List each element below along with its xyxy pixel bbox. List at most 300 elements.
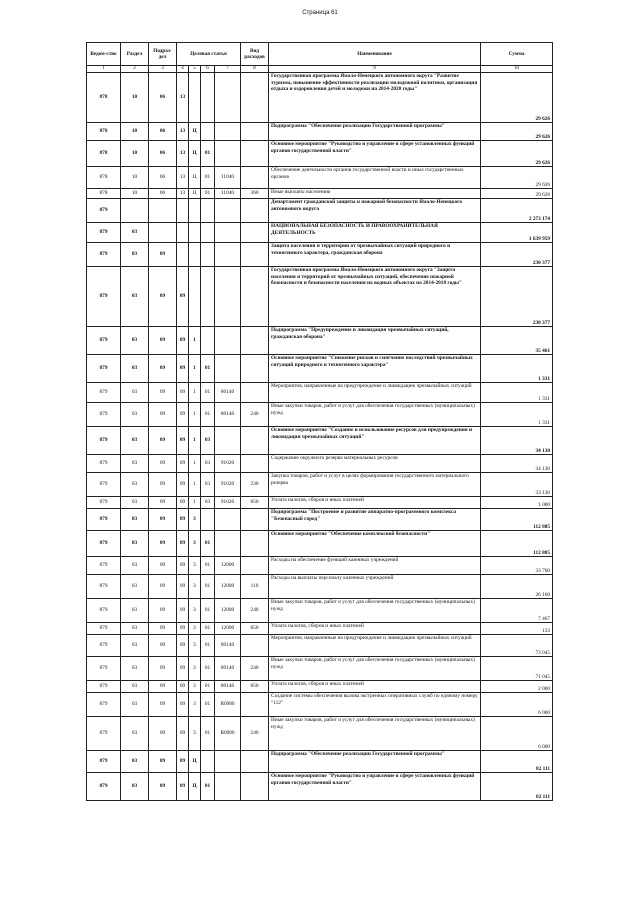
target-code-cell: 91020: [215, 497, 241, 509]
expense-type-cell: 110: [241, 575, 269, 599]
target-part-cell: 03: [201, 473, 215, 497]
target-part-cell: 3: [189, 623, 201, 635]
table-row: [87, 623, 553, 635]
ved-cell: 879: [87, 751, 121, 773]
podrazdel-cell: 09: [149, 657, 177, 681]
sum-cell: 29 626: [481, 73, 553, 123]
ved-cell: 879: [87, 693, 121, 717]
table-row: [87, 223, 553, 243]
target-part-cell: 09: [177, 327, 189, 355]
name-cell: Иные закупки товаров, работ и услуг для обеспечения государственных (муниципальных) нужд: [269, 657, 481, 681]
sum-cell: 33 760: [481, 557, 553, 575]
sum-cell: 71 045: [481, 657, 553, 681]
podrazdel-cell: [149, 223, 177, 243]
razdel-cell: 03: [121, 623, 149, 635]
podrazdel-cell: 09: [149, 557, 177, 575]
name-cell: Иные закупки товаров, работ и услуг для обеспечения государственных (муниципальных) нужд: [269, 403, 481, 427]
target-part-cell: [189, 223, 201, 243]
target-part-cell: 1: [189, 473, 201, 497]
target-part-cell: 09: [177, 531, 189, 557]
target-code-cell: 80140: [215, 635, 241, 657]
expense-type-cell: [241, 773, 269, 801]
target-code-cell: [215, 773, 241, 801]
target-part-cell: Ц: [189, 751, 201, 773]
target-part-cell: Ц: [189, 773, 201, 801]
table-row: [87, 681, 553, 693]
target-code-cell: 80140: [215, 657, 241, 681]
target-code-cell: [215, 751, 241, 773]
razdel-cell: 03: [121, 575, 149, 599]
column-number: 4: [177, 66, 189, 73]
razdel-cell: 03: [121, 531, 149, 557]
sum-cell: 82 111: [481, 751, 553, 773]
target-part-cell: Ц: [189, 167, 201, 189]
sum-cell: 35 461: [481, 327, 553, 355]
target-code-cell: [215, 267, 241, 327]
target-code-cell: 80140: [215, 383, 241, 403]
page-number-header: Страница 61: [302, 10, 338, 16]
sum-cell: 133: [481, 623, 553, 635]
expense-type-cell: [241, 635, 269, 657]
header-podrazdel: Подраз-дел: [149, 43, 177, 66]
table-row: [87, 383, 553, 403]
razdel-cell: 03: [121, 383, 149, 403]
sum-cell: 34 130: [481, 427, 553, 455]
target-part-cell: 3: [189, 681, 201, 693]
table-row: [87, 575, 553, 599]
target-part-cell: [201, 327, 215, 355]
table-row: [87, 717, 553, 751]
ved-cell: 879: [87, 455, 121, 473]
table-row: [87, 355, 553, 383]
target-part-cell: 01: [201, 773, 215, 801]
target-part-cell: [201, 73, 215, 123]
sum-cell: 82 111: [481, 773, 553, 801]
podrazdel-cell: 09: [149, 623, 177, 635]
sum-cell: 7 467: [481, 599, 553, 623]
target-part-cell: 03: [201, 455, 215, 473]
target-part-cell: 13: [177, 189, 189, 199]
name-cell: Уплата налогов, сборов и иных платежей: [269, 681, 481, 693]
ved-cell: 879: [87, 635, 121, 657]
expense-type-cell: [241, 73, 269, 123]
target-part-cell: 09: [177, 473, 189, 497]
expense-type-cell: [241, 123, 269, 141]
column-number: 2: [121, 66, 149, 73]
target-code-cell: [215, 427, 241, 455]
target-part-cell: [177, 223, 189, 243]
column-number: 8: [241, 66, 269, 73]
podrazdel-cell: 06: [149, 73, 177, 123]
target-part-cell: 09: [177, 773, 189, 801]
sum-cell: 1 639 959: [481, 223, 553, 243]
table-row: [87, 427, 553, 455]
target-code-cell: [215, 141, 241, 167]
target-part-cell: 01: [201, 681, 215, 693]
target-part-cell: 3: [189, 599, 201, 623]
name-cell: Основное мероприятие "Создание и использование ресурсов для предупреждения и ликвидации чрезвычайных ситуаций": [269, 427, 481, 455]
name-cell: Расходы на обеспечение функций казенных учреждений: [269, 557, 481, 575]
ved-cell: 878: [87, 141, 121, 167]
podrazdel-cell: 09: [149, 635, 177, 657]
expense-type-cell: 240: [241, 403, 269, 427]
sum-cell: 26 160: [481, 575, 553, 599]
razdel-cell: 03: [121, 717, 149, 751]
target-part-cell: [201, 243, 215, 267]
target-part-cell: 01: [201, 403, 215, 427]
target-code-cell: 11040: [215, 167, 241, 189]
target-part-cell: [189, 199, 201, 223]
sum-cell: 6 000: [481, 693, 553, 717]
target-part-cell: 01: [201, 693, 215, 717]
column-number-row: [87, 66, 553, 73]
podrazdel-cell: 06: [149, 123, 177, 141]
ved-cell: 879: [87, 531, 121, 557]
ved-cell: 879: [87, 473, 121, 497]
target-part-cell: 09: [177, 657, 189, 681]
sum-cell: 112 805: [481, 531, 553, 557]
table-header-row: [87, 43, 553, 66]
table-row: [87, 509, 553, 531]
podrazdel-cell: 06: [149, 167, 177, 189]
sum-cell: 34 130: [481, 455, 553, 473]
expense-type-cell: [241, 383, 269, 403]
table-row: [87, 189, 553, 199]
target-part-cell: 09: [177, 383, 189, 403]
target-part-cell: 3: [189, 509, 201, 531]
sum-cell: 1 331: [481, 355, 553, 383]
sum-cell: 1 000: [481, 497, 553, 509]
target-part-cell: [201, 509, 215, 531]
name-cell: Уплата налогов, сборов и иных платежей: [269, 623, 481, 635]
target-part-cell: 1: [189, 455, 201, 473]
podrazdel-cell: 06: [149, 141, 177, 167]
ved-cell: 878: [87, 167, 121, 189]
name-cell: Подпрограмма "Обеспечение реализации Государственной программы": [269, 123, 481, 141]
razdel-cell: 03: [121, 751, 149, 773]
razdel-cell: 03: [121, 657, 149, 681]
expense-type-cell: [241, 531, 269, 557]
target-part-cell: 01: [201, 657, 215, 681]
ved-cell: 879: [87, 509, 121, 531]
target-part-cell: 03: [201, 497, 215, 509]
target-code-cell: [215, 327, 241, 355]
name-cell: Подпрограмма "Предупреждение и ликвидация чрезвычайных ситуаций, гражданская оборона": [269, 327, 481, 355]
target-part-cell: 01: [201, 141, 215, 167]
podrazdel-cell: 09: [149, 531, 177, 557]
razdel-cell: 03: [121, 355, 149, 383]
target-part-cell: 13: [177, 73, 189, 123]
table-row: [87, 751, 553, 773]
target-code-cell: 12000: [215, 599, 241, 623]
ved-cell: 879: [87, 575, 121, 599]
razdel-cell: 03: [121, 509, 149, 531]
target-part-cell: 3: [189, 693, 201, 717]
target-part-cell: 3: [189, 635, 201, 657]
header-ved: Ведом-ство: [87, 43, 121, 66]
target-part-cell: 1: [189, 497, 201, 509]
target-code-cell: [215, 531, 241, 557]
table-row: [87, 73, 553, 123]
podrazdel-cell: 09: [149, 473, 177, 497]
target-code-cell: [215, 199, 241, 223]
name-cell: Обеспечение деятельности органов государственной власти и иных государственных органов: [269, 167, 481, 189]
podrazdel-cell: 09: [149, 717, 177, 751]
target-code-cell: 12000: [215, 623, 241, 635]
podrazdel-cell: 09: [149, 575, 177, 599]
podrazdel-cell: 06: [149, 189, 177, 199]
expense-type-cell: [241, 167, 269, 189]
column-number: 10: [481, 66, 553, 73]
target-part-cell: [189, 267, 201, 327]
target-part-cell: [177, 199, 189, 223]
name-cell: Расходы на выплаты персоналу казенных учреждений: [269, 575, 481, 599]
name-cell: Основное мероприятие "Обеспечение комплексной безопасности": [269, 531, 481, 557]
expense-type-cell: 240: [241, 717, 269, 751]
target-part-cell: 09: [177, 355, 189, 383]
target-part-cell: 09: [177, 575, 189, 599]
budget-table: [86, 42, 553, 801]
table-row: [87, 243, 553, 267]
target-part-cell: [177, 243, 189, 267]
sum-cell: 33 130: [481, 473, 553, 497]
target-part-cell: [201, 223, 215, 243]
target-part-cell: 01: [201, 599, 215, 623]
table-row: [87, 141, 553, 167]
target-code-cell: 91020: [215, 473, 241, 497]
target-part-cell: 09: [177, 267, 189, 327]
expense-type-cell: [241, 199, 269, 223]
target-code-cell: [215, 243, 241, 267]
podrazdel-cell: 09: [149, 455, 177, 473]
table-row: [87, 167, 553, 189]
name-cell: Иные выплаты населению: [269, 189, 481, 199]
table-row: [87, 497, 553, 509]
ved-cell: 879: [87, 327, 121, 355]
podrazdel-cell: 09: [149, 773, 177, 801]
podrazdel-cell: 09: [149, 327, 177, 355]
podrazdel-cell: [149, 199, 177, 223]
ved-cell: 878: [87, 123, 121, 141]
podrazdel-cell: 09: [149, 355, 177, 383]
podrazdel-cell: 09: [149, 243, 177, 267]
razdel-cell: 03: [121, 497, 149, 509]
ved-cell: 879: [87, 403, 121, 427]
podrazdel-cell: 09: [149, 427, 177, 455]
sum-cell: 230 377: [481, 243, 553, 267]
target-code-cell: R0980: [215, 717, 241, 751]
target-part-cell: 3: [189, 657, 201, 681]
target-part-cell: 1: [189, 327, 201, 355]
target-part-cell: [201, 751, 215, 773]
column-number: 1: [87, 66, 121, 73]
sum-cell: 6 000: [481, 717, 553, 751]
ved-cell: 879: [87, 383, 121, 403]
expense-type-cell: [241, 751, 269, 773]
ved-cell: 879: [87, 773, 121, 801]
razdel-cell: [121, 199, 149, 223]
table-row: [87, 403, 553, 427]
target-part-cell: 1: [189, 427, 201, 455]
ved-cell: 879: [87, 267, 121, 327]
target-code-cell: [215, 223, 241, 243]
target-part-cell: [189, 73, 201, 123]
ved-cell: 879: [87, 355, 121, 383]
name-cell: Уплата налогов, сборов и иных платежей: [269, 497, 481, 509]
target-part-cell: 01: [201, 531, 215, 557]
sum-cell: 230 377: [481, 267, 553, 327]
target-part-cell: 01: [201, 635, 215, 657]
column-number: 3: [149, 66, 177, 73]
razdel-cell: 03: [121, 773, 149, 801]
name-cell: Основное мероприятие "Руководство и управление в сфере установленных функций органов государственной власти": [269, 141, 481, 167]
name-cell: Департамент гражданской защиты и пожарной безопасности Ямало-Ненецкого автономного округа: [269, 199, 481, 223]
ved-cell: 879: [87, 497, 121, 509]
podrazdel-cell: 09: [149, 497, 177, 509]
target-part-cell: 13: [177, 167, 189, 189]
expense-type-cell: [241, 427, 269, 455]
target-part-cell: 01: [201, 717, 215, 751]
razdel-cell: 03: [121, 599, 149, 623]
ved-cell: 879: [87, 657, 121, 681]
name-cell: Основное мероприятие "Руководство и управление в сфере установленных функций органов государственной власти": [269, 773, 481, 801]
target-part-cell: 03: [201, 427, 215, 455]
podrazdel-cell: 09: [149, 751, 177, 773]
header-expense-type: Вид расходов: [241, 43, 269, 66]
sum-cell: 1 331: [481, 403, 553, 427]
table-body: [87, 73, 553, 801]
table-row: [87, 123, 553, 141]
target-code-cell: 91020: [215, 455, 241, 473]
expense-type-cell: [241, 327, 269, 355]
name-cell: Закупка товаров, работ и услуг в целях формирования государственного материального резерва: [269, 473, 481, 497]
table-row: [87, 635, 553, 657]
sum-cell: 1 331: [481, 383, 553, 403]
expense-type-cell: [241, 557, 269, 575]
target-part-cell: 09: [177, 497, 189, 509]
target-part-cell: 09: [177, 599, 189, 623]
table-row: [87, 199, 553, 223]
sum-cell: 29 626: [481, 189, 553, 199]
expense-type-cell: 240: [241, 657, 269, 681]
ved-cell: 879: [87, 599, 121, 623]
razdel-cell: 03: [121, 327, 149, 355]
target-part-cell: 01: [201, 623, 215, 635]
razdel-cell: 03: [121, 693, 149, 717]
target-code-cell: [215, 73, 241, 123]
target-part-cell: 09: [177, 635, 189, 657]
name-cell: Содержание окружного резерва материальных ресурсов: [269, 455, 481, 473]
target-part-cell: 3: [189, 575, 201, 599]
target-part-cell: 01: [201, 383, 215, 403]
column-number: 7: [215, 66, 241, 73]
name-cell: НАЦИОНАЛЬНАЯ БЕЗОПАСНОСТЬ И ПРАВООХРАНИТЕЛЬНАЯ ДЕЯТЕЛЬНОСТЬ: [269, 223, 481, 243]
podrazdel-cell: 09: [149, 681, 177, 693]
target-part-cell: 09: [177, 717, 189, 751]
sum-cell: 29 626: [481, 141, 553, 167]
razdel-cell: 03: [121, 267, 149, 327]
expense-type-cell: 850: [241, 681, 269, 693]
target-part-cell: [201, 267, 215, 327]
expense-type-cell: 360: [241, 189, 269, 199]
target-part-cell: 1: [189, 403, 201, 427]
target-part-cell: 01: [201, 557, 215, 575]
expense-type-cell: [241, 455, 269, 473]
table-row: [87, 599, 553, 623]
column-number: 6: [201, 66, 215, 73]
target-part-cell: 09: [177, 751, 189, 773]
ved-cell: 878: [87, 189, 121, 199]
razdel-cell: 03: [121, 223, 149, 243]
sum-cell: 112 805: [481, 509, 553, 531]
target-part-cell: 01: [201, 189, 215, 199]
target-part-cell: 09: [177, 403, 189, 427]
target-code-cell: R0980: [215, 693, 241, 717]
expense-type-cell: [241, 267, 269, 327]
expense-type-cell: 850: [241, 623, 269, 635]
expense-type-cell: [241, 223, 269, 243]
header-target-article: Целевая статья: [177, 43, 241, 66]
target-part-cell: 09: [177, 557, 189, 575]
expense-type-cell: [241, 355, 269, 383]
razdel-cell: 03: [121, 455, 149, 473]
razdel-cell: 03: [121, 557, 149, 575]
name-cell: Создание системы обеспечения вызова экстренных оперативных служб по единому номеру "112": [269, 693, 481, 717]
ved-cell: 878: [87, 73, 121, 123]
table-row: [87, 657, 553, 681]
sum-cell: 29 626: [481, 167, 553, 189]
target-part-cell: 09: [177, 509, 189, 531]
name-cell: Государственная программа Ямало-Ненецкого автономного округа "Развитие туризма, повышение эффективности реализации молодежной политики, организация отдыха и оздоровления детей и молодежи на 2014-2020 годы": [269, 73, 481, 123]
razdel-cell: 03: [121, 473, 149, 497]
razdel-cell: 03: [121, 403, 149, 427]
table-row: [87, 267, 553, 327]
target-part-cell: Ц: [189, 141, 201, 167]
target-part-cell: Ц: [189, 189, 201, 199]
target-part-cell: 3: [189, 531, 201, 557]
target-part-cell: 09: [177, 681, 189, 693]
name-cell: Подпрограмма "Построение и развитие аппаратно-программного комплекса "Безопасный город": [269, 509, 481, 531]
header-name: Наименование: [269, 43, 481, 66]
target-part-cell: 1: [189, 383, 201, 403]
expense-type-cell: 230: [241, 473, 269, 497]
name-cell: Защита населения и территории от чрезвычайных ситуаций природного и техногенного характера, гражданская оборона: [269, 243, 481, 267]
table-row: [87, 455, 553, 473]
target-part-cell: 09: [177, 455, 189, 473]
expense-type-cell: [241, 243, 269, 267]
ved-cell: 879: [87, 623, 121, 635]
target-code-cell: 12000: [215, 557, 241, 575]
table-row: [87, 327, 553, 355]
target-code-cell: [215, 123, 241, 141]
target-part-cell: Ц: [189, 123, 201, 141]
expense-type-cell: [241, 693, 269, 717]
podrazdel-cell: 09: [149, 403, 177, 427]
ved-cell: 879: [87, 223, 121, 243]
razdel-cell: 10: [121, 123, 149, 141]
target-part-cell: [201, 123, 215, 141]
expense-type-cell: 240: [241, 599, 269, 623]
target-part-cell: 09: [177, 693, 189, 717]
target-code-cell: 80140: [215, 681, 241, 693]
ved-cell: 879: [87, 427, 121, 455]
target-code-cell: [215, 355, 241, 383]
target-part-cell: 3: [189, 557, 201, 575]
table-row: [87, 531, 553, 557]
target-part-cell: [189, 243, 201, 267]
target-part-cell: 09: [177, 623, 189, 635]
podrazdel-cell: 09: [149, 509, 177, 531]
